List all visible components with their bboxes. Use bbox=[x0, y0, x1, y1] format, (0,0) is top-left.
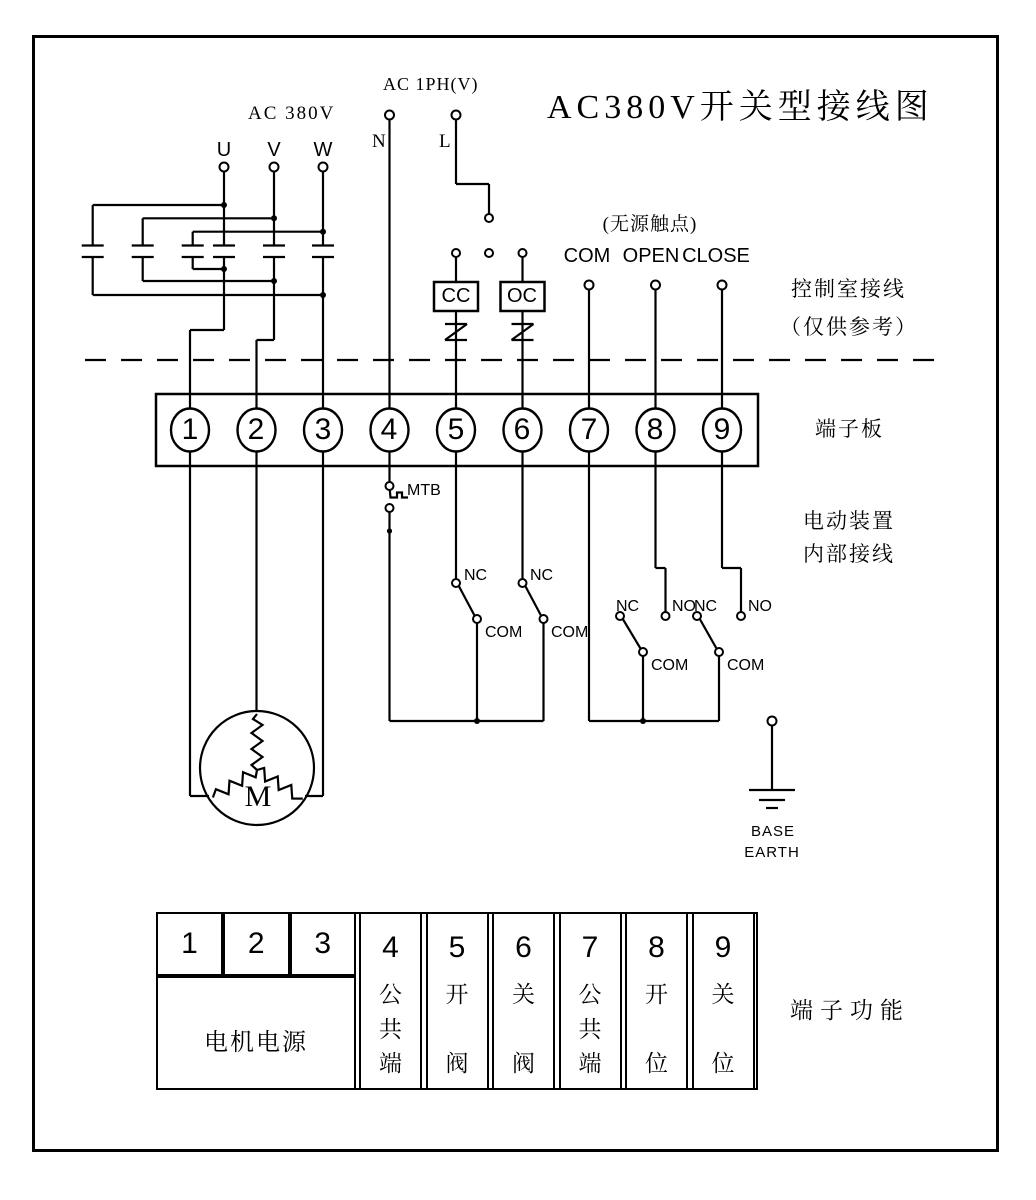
table-num-9: 9 bbox=[714, 931, 732, 964]
earth-ground-symbol bbox=[749, 717, 795, 809]
phase-v-label: V bbox=[267, 139, 281, 161]
table-num-5: 5 bbox=[448, 931, 466, 964]
terminal-9: 9 bbox=[713, 413, 731, 446]
table-cell-2 bbox=[223, 912, 290, 976]
neutral-label: N bbox=[372, 131, 386, 152]
internal-wiring-label-line2: 内部接线 bbox=[803, 542, 895, 566]
switch9-no-label: NO bbox=[748, 598, 772, 615]
live-label: L bbox=[439, 131, 451, 152]
terminal-1: 1 bbox=[181, 413, 199, 446]
terminal-2: 2 bbox=[247, 413, 265, 446]
table-num-4: 4 bbox=[382, 931, 399, 964]
single-phase-supply-label: AC 1PH(V) bbox=[383, 74, 479, 94]
three-phase-supply-label: AC 380V bbox=[248, 103, 336, 124]
switch8-no-label: NO bbox=[672, 598, 696, 615]
switch8-com-label: COM bbox=[651, 657, 689, 674]
terminal-function-label: 端子功能 bbox=[790, 998, 910, 1023]
phase-u-label: U bbox=[216, 139, 232, 161]
terminal-7: 7 bbox=[580, 413, 598, 446]
capacitor-network bbox=[82, 202, 334, 298]
switch9-nc-label: NC bbox=[694, 598, 718, 615]
motor-power-label: 电机电源 bbox=[204, 1030, 308, 1056]
internal-common-bus-right bbox=[589, 718, 719, 724]
open-label: OPEN bbox=[622, 245, 680, 267]
table-num-7: 7 bbox=[581, 931, 599, 964]
table-num-3: 3 bbox=[314, 927, 332, 960]
close-coil-branch bbox=[434, 249, 478, 394]
table-func-6: 关 阀 bbox=[512, 982, 535, 1076]
close-valve-limit-switch bbox=[519, 466, 548, 721]
table-func-9: 关 位 bbox=[711, 982, 735, 1076]
table-num-6: 6 bbox=[515, 931, 532, 964]
table-num-2: 2 bbox=[247, 927, 265, 960]
mtb-label: MTB bbox=[407, 482, 441, 499]
table-cell-7 bbox=[559, 912, 622, 1090]
motor-label: M bbox=[244, 780, 272, 813]
switch6-nc-label: NC bbox=[530, 567, 554, 584]
diagram-title: AC380V开关型接线图 bbox=[547, 89, 934, 126]
terminal-4: 4 bbox=[380, 413, 398, 446]
table-cell-5 bbox=[426, 912, 489, 1090]
terminal-6: 6 bbox=[513, 413, 531, 446]
table-func-7: 公 共 端 bbox=[578, 982, 602, 1076]
phase-w-label: W bbox=[313, 139, 333, 161]
open-coil-label: OC bbox=[507, 285, 537, 307]
dry-contact-note: (无源触点) bbox=[602, 214, 698, 235]
table-cell-1 bbox=[156, 912, 223, 976]
close-coil-label: CC bbox=[441, 285, 471, 307]
switch5-nc-label: NC bbox=[464, 567, 488, 584]
terminal-5: 5 bbox=[447, 413, 465, 446]
internal-wiring-label-line1: 电动装置 bbox=[803, 509, 895, 533]
capacitor-plates bbox=[82, 246, 334, 258]
table-num-8: 8 bbox=[648, 931, 665, 964]
ground-label-base: BASE bbox=[750, 823, 796, 840]
table-cell-6 bbox=[492, 912, 555, 1090]
table-num-1: 1 bbox=[181, 927, 198, 960]
table-cell-motor-power bbox=[156, 976, 356, 1090]
close-position-switch bbox=[693, 466, 745, 721]
terminal-board-label: 端子板 bbox=[815, 417, 884, 441]
table-cell-4 bbox=[359, 912, 422, 1090]
terminal-3: 3 bbox=[314, 413, 332, 446]
control-room-label-line2: （仅供参考） bbox=[780, 315, 918, 339]
dry-contact-wires bbox=[585, 281, 727, 395]
switch9-com-label: COM bbox=[727, 657, 765, 674]
single-phase-wires bbox=[385, 111, 493, 395]
ground-label-earth: EARTH bbox=[744, 844, 800, 861]
switch5-com-label: COM bbox=[485, 624, 523, 641]
table-cell-3 bbox=[290, 912, 357, 976]
table-func-8: 开 位 bbox=[645, 982, 668, 1076]
open-position-switch bbox=[589, 466, 670, 721]
com-label: COM bbox=[563, 245, 611, 267]
table-cell-8 bbox=[625, 912, 688, 1090]
open-valve-limit-switch bbox=[452, 466, 481, 721]
control-room-label-line1: 控制室接线 bbox=[791, 277, 906, 301]
terminal-8: 8 bbox=[646, 413, 664, 446]
internal-common-bus-left bbox=[390, 718, 544, 724]
table-func-4: 公 共 端 bbox=[379, 982, 402, 1076]
table-func-5: 开 阀 bbox=[445, 982, 469, 1076]
mtb-switch-branch bbox=[386, 466, 409, 721]
table-cell-9 bbox=[692, 912, 755, 1090]
terminal-function-table bbox=[156, 912, 758, 1090]
switch6-com-label: COM bbox=[551, 624, 589, 641]
motor-wiring bbox=[190, 466, 323, 825]
close-label: CLOSE bbox=[682, 245, 750, 267]
switch8-nc-label: NC bbox=[616, 598, 640, 615]
open-coil-branch bbox=[501, 249, 545, 394]
